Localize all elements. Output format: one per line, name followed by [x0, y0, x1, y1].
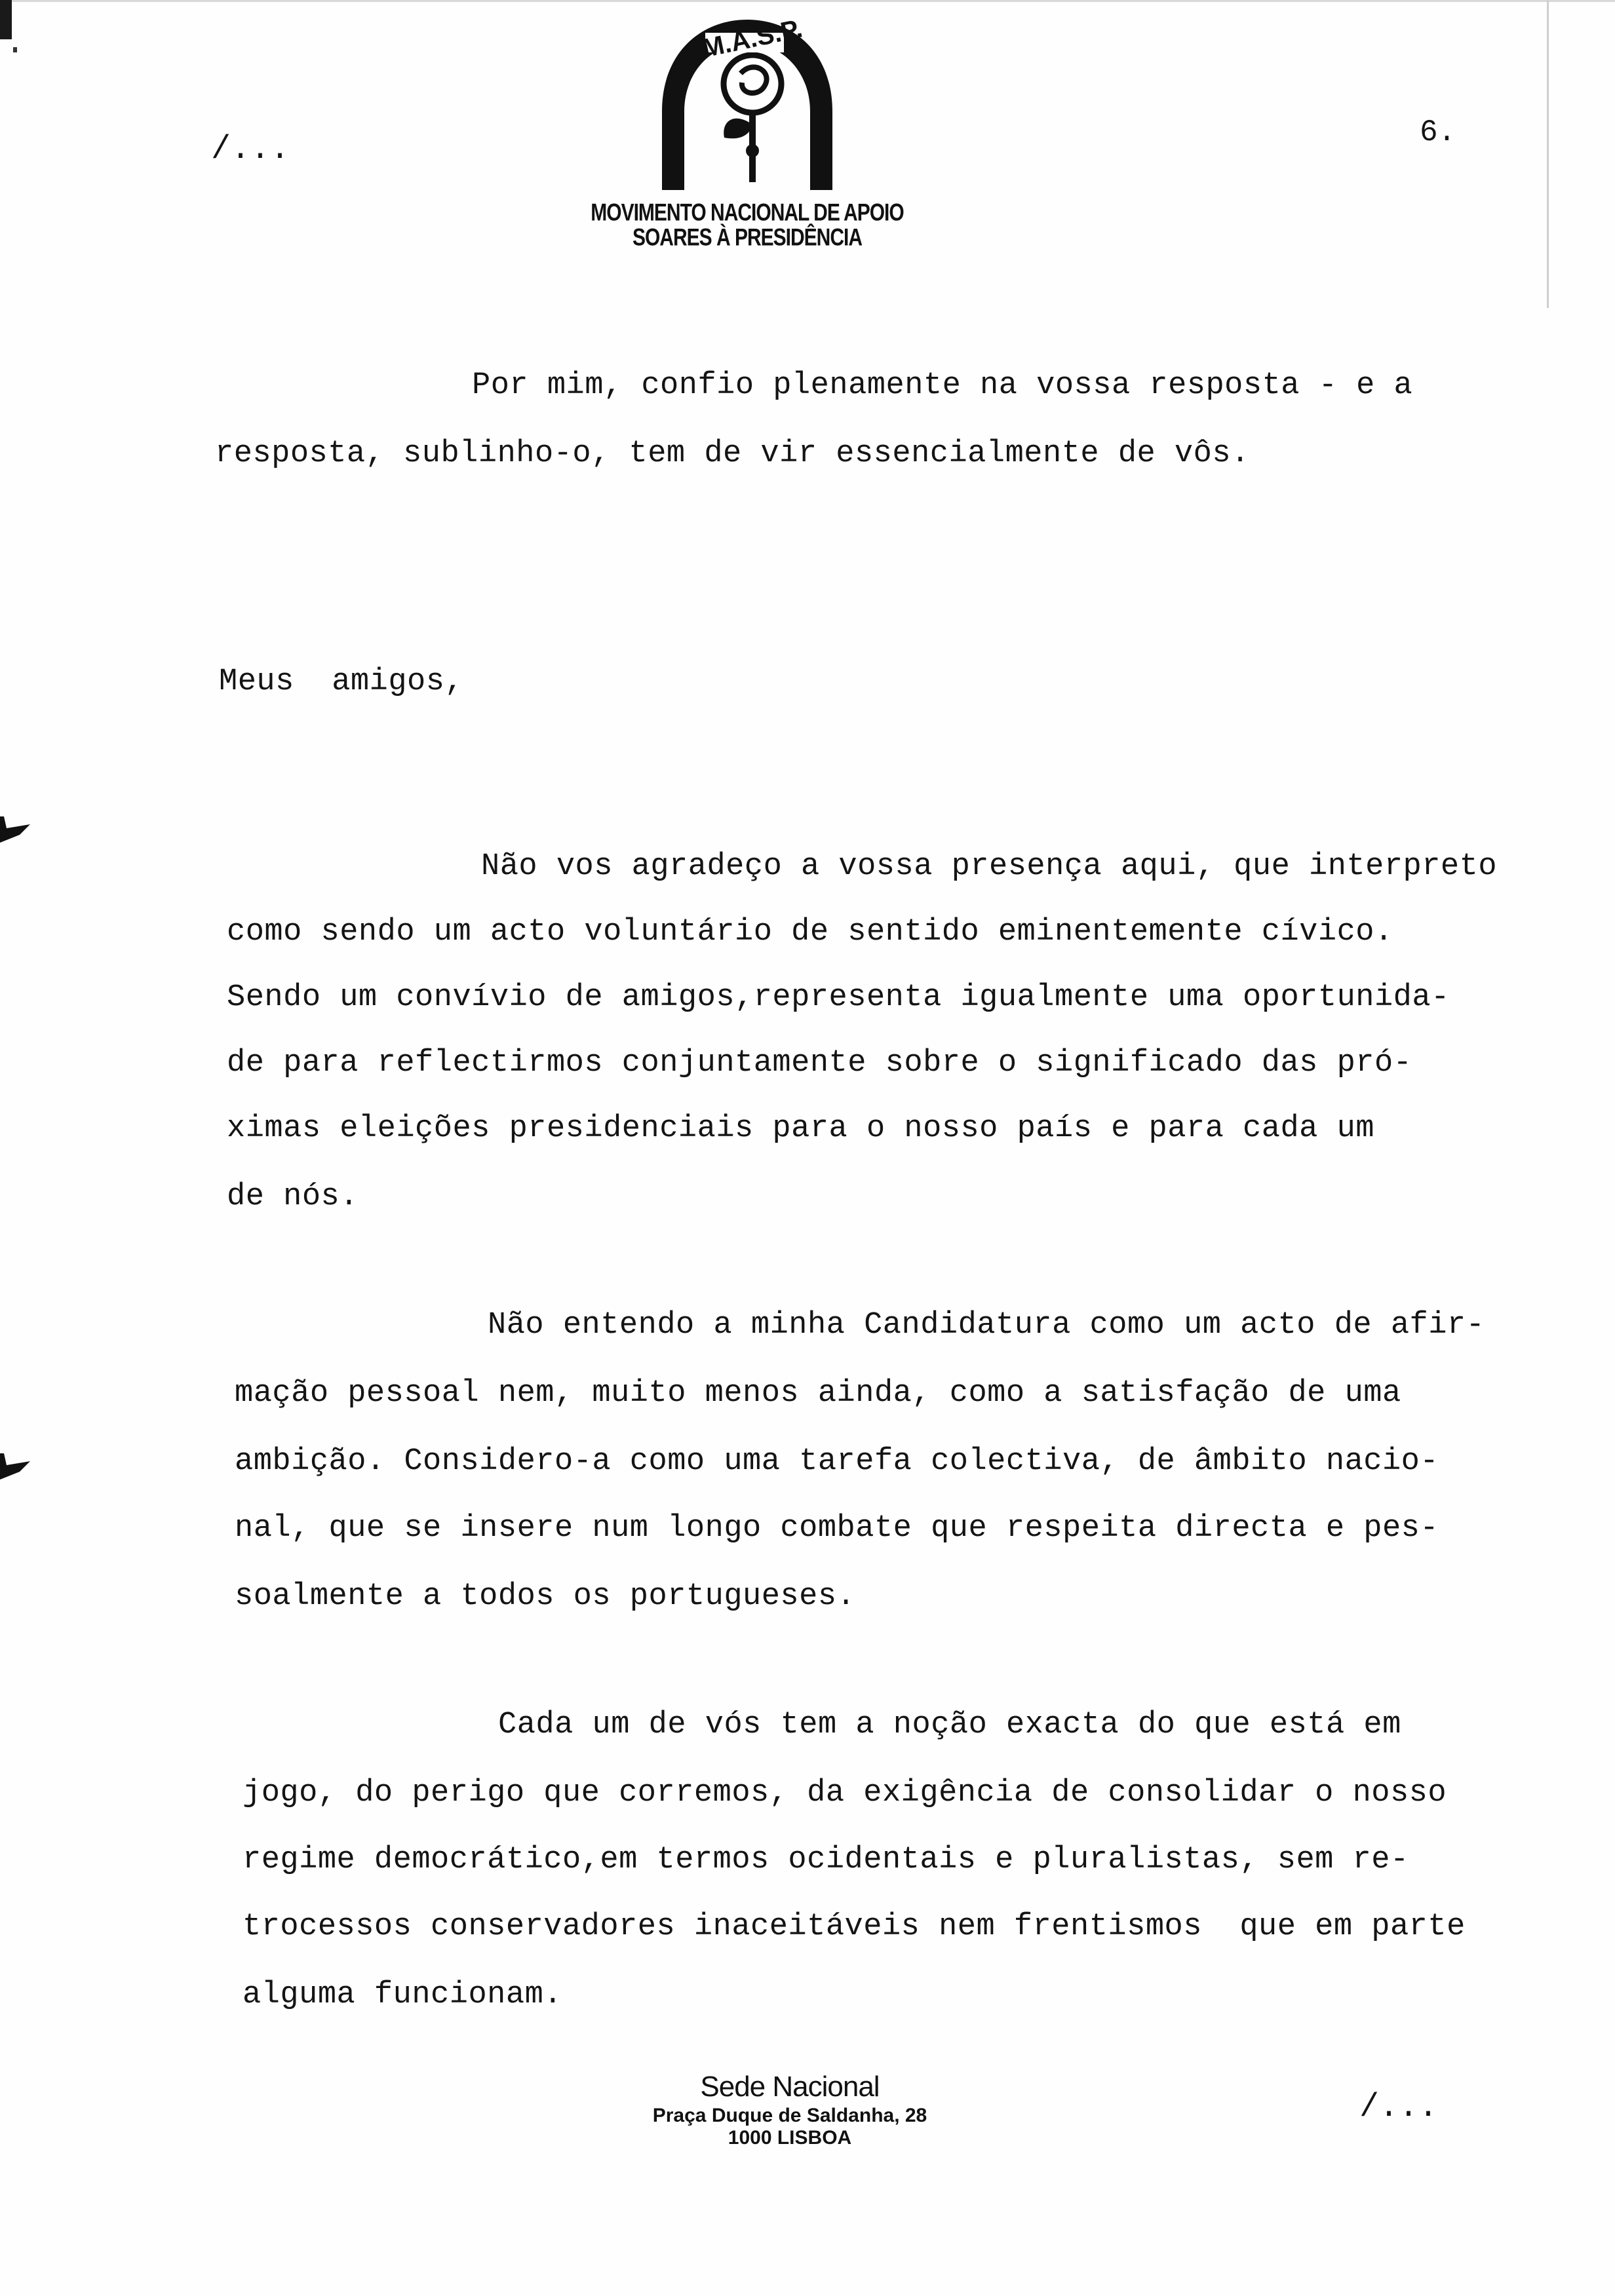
paragraph-3-line: ambição. Considero-a como uma tarefa colectiva, de âmbito nacio-: [235, 1444, 1439, 1479]
paragraph-4-line: Cada um de vós tem a noção exacta do que está em: [498, 1708, 1401, 1742]
paragraph-1-line: Por mim, confio plenamente na vossa resposta - e a: [472, 368, 1413, 403]
continuation-mark-top: /...: [211, 131, 290, 168]
paragraph-2-line: Não vos agradeço a vossa presença aqui, que interpreto: [481, 849, 1498, 884]
scan-edge-right: [1547, 0, 1549, 308]
paragraph-4-line: trocessos conservadores inaceitáveis nem frentismos que em parte: [243, 1909, 1466, 1944]
corner-mark: [0, 0, 12, 39]
footer-address-block: [564, 2071, 1016, 2149]
binder-clip-mark: [0, 816, 30, 843]
paragraph-3-line: Não entendo a minha Candidatura como um acto de afir-: [488, 1308, 1485, 1343]
page-number: 6.: [1420, 115, 1456, 149]
paragraph-2-line: de nós.: [227, 1179, 359, 1214]
logo-emblem: [642, 13, 852, 203]
corner-dot: [13, 47, 17, 52]
logo-line-1: MOVIMENTO NACIONAL DE APOIO: [591, 199, 904, 226]
svg-text:M.A.S.P.: M.A.S.P.: [699, 14, 806, 64]
paragraph-1-line: resposta, sublinho-o, tem de vir essencialmente de vôs.: [215, 436, 1250, 471]
paragraph-2-line: como sendo um acto voluntário de sentido eminentemente cívico.: [227, 915, 1393, 949]
salutation: Meus amigos,: [219, 664, 464, 699]
paragraph-4-line: alguma funcionam.: [243, 1978, 562, 2012]
continuation-mark-bottom: /...: [1359, 2089, 1439, 2126]
paragraph-3-line: mação pessoal nem, muito menos ainda, como a satisfação de uma: [235, 1376, 1401, 1411]
paragraph-2-line: de para reflectirmos conjuntamente sobre o significado das pró-: [227, 1046, 1412, 1081]
paragraph-2-line: ximas eleições presidenciais para o nosso país e para cada um: [227, 1111, 1374, 1146]
paragraph-2-line: Sendo um convívio de amigos,representa igualmente uma oportunida-: [227, 980, 1450, 1015]
paragraph-3-line: nal, que se insere num longo combate que respeita directa e pes-: [235, 1511, 1439, 1546]
footer-street-address: Praça Duque de Saldanha, 28: [652, 2105, 927, 2126]
binder-clip-mark: [0, 1453, 30, 1480]
paragraph-4-line: jogo, do perigo que corremos, da exigência de consolidar o nosso: [243, 1776, 1447, 1810]
scan-edge-top: [0, 0, 1615, 2]
masp-logo: [590, 13, 905, 249]
paragraph-3-line: soalmente a todos os portugueses.: [235, 1579, 856, 1614]
footer-office-name: Sede Nacional: [700, 2071, 880, 2103]
paragraph-4-line: regime democrático,em termos ocidentais e pluralistas, sem re-: [243, 1843, 1409, 1877]
footer-city: 1000 LISBOA: [728, 2127, 852, 2149]
logo-line-2: SOARES À PRESIDÊNCIA: [632, 223, 863, 251]
